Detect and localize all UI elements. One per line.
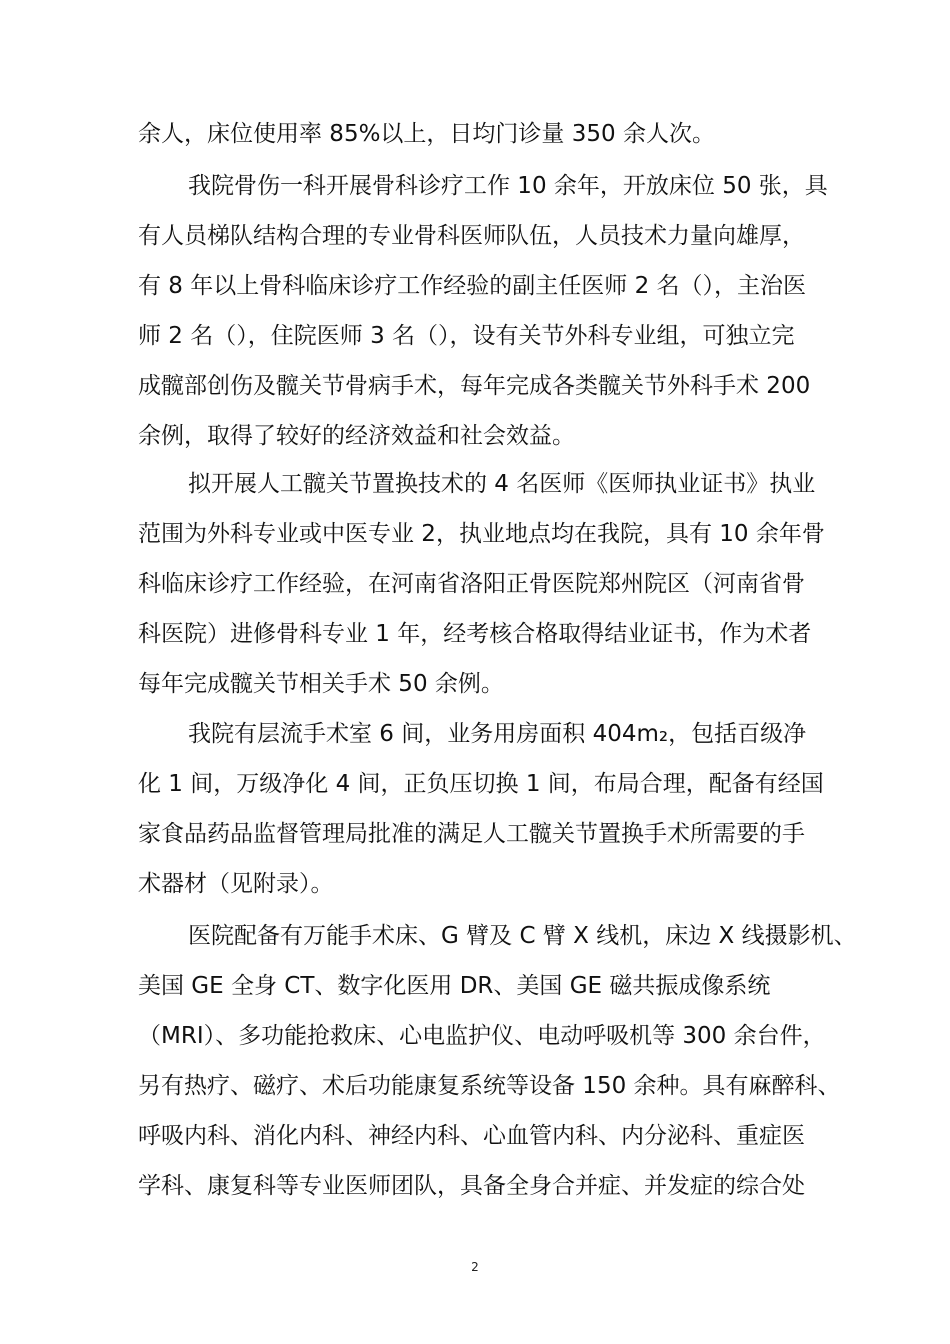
body-text-line: 化 1 间，万级净化 4 间，正负压切换 1 间，布局合理，配备有经国 [138,771,824,797]
body-text-line: 学科、康复科等专业医师团队，具备全身合并症、并发症的综合处 [138,1173,805,1199]
body-text-line: 科医院）进修骨科专业 1 年，经考核合格取得结业证书，作为术者 [138,621,812,647]
body-text-line: 余人，床位使用率 85%以上，日均门诊量 350 余人次。 [138,121,715,147]
body-text-line: （MRI）、多功能抢救床、心电监护仪、电动呼吸机等 300 余台件， [138,1023,826,1049]
body-text-line: 术器材（见附录）。 [138,871,334,897]
body-text-line: 余例，取得了较好的经济效益和社会效益。 [138,423,575,449]
body-text-line: 家食品药品监督管理局批准的满足人工髋关节置换手术所需要的手 [138,821,805,847]
paragraph-first-line: 医院配备有万能手术床、G 臂及 C 臂 X 线机，床边 X 线摄影机、 [188,923,857,949]
body-text-line: 师 2 名（），住院医师 3 名（），设有关节外科专业组，可独立完 [138,323,795,349]
body-text-line: 有人员梯队结构合理的专业骨科医师队伍，人员技术力量向雄厚， [138,223,805,249]
paragraph-first-line: 我院骨伤一科开展骨科诊疗工作 10 余年，开放床位 50 张，具 [188,173,828,199]
body-text-line: 呼吸内科、消化内科、神经内科、心血管内科、内分泌科、重症医 [138,1123,805,1149]
body-text-line: 每年完成髋关节相关手术 50 余例。 [138,671,504,697]
body-text-line: 科临床诊疗工作经验，在河南省洛阳正骨医院郑州院区（河南省骨 [138,571,805,597]
body-text-line: 美国 GE 全身 CT、数字化医用 DR、美国 GE 磁共振成像系统 [138,973,771,999]
body-text-line: 成髋部创伤及髋关节骨病手术，每年完成各类髋关节外科手术 200 [138,373,811,399]
body-text-line: 另有热疗、磁疗、术后功能康复系统等设备 150 余种。具有麻醉科、 [138,1073,841,1099]
page-number: 2 [471,1260,479,1274]
paragraph-first-line: 拟开展人工髋关节置换技术的 4 名医师《医师执业证书》执业 [188,471,816,497]
body-text-line: 范围为外科专业或中医专业 2，执业地点均在我院，具有 10 余年骨 [138,521,825,547]
body-text-line: 有 8 年以上骨科临床诊疗工作经验的副主任医师 2 名（），主治医 [138,273,807,299]
paragraph-first-line: 我院有层流手术室 6 间，业务用房面积 404m₂，包括百级净 [188,721,807,747]
